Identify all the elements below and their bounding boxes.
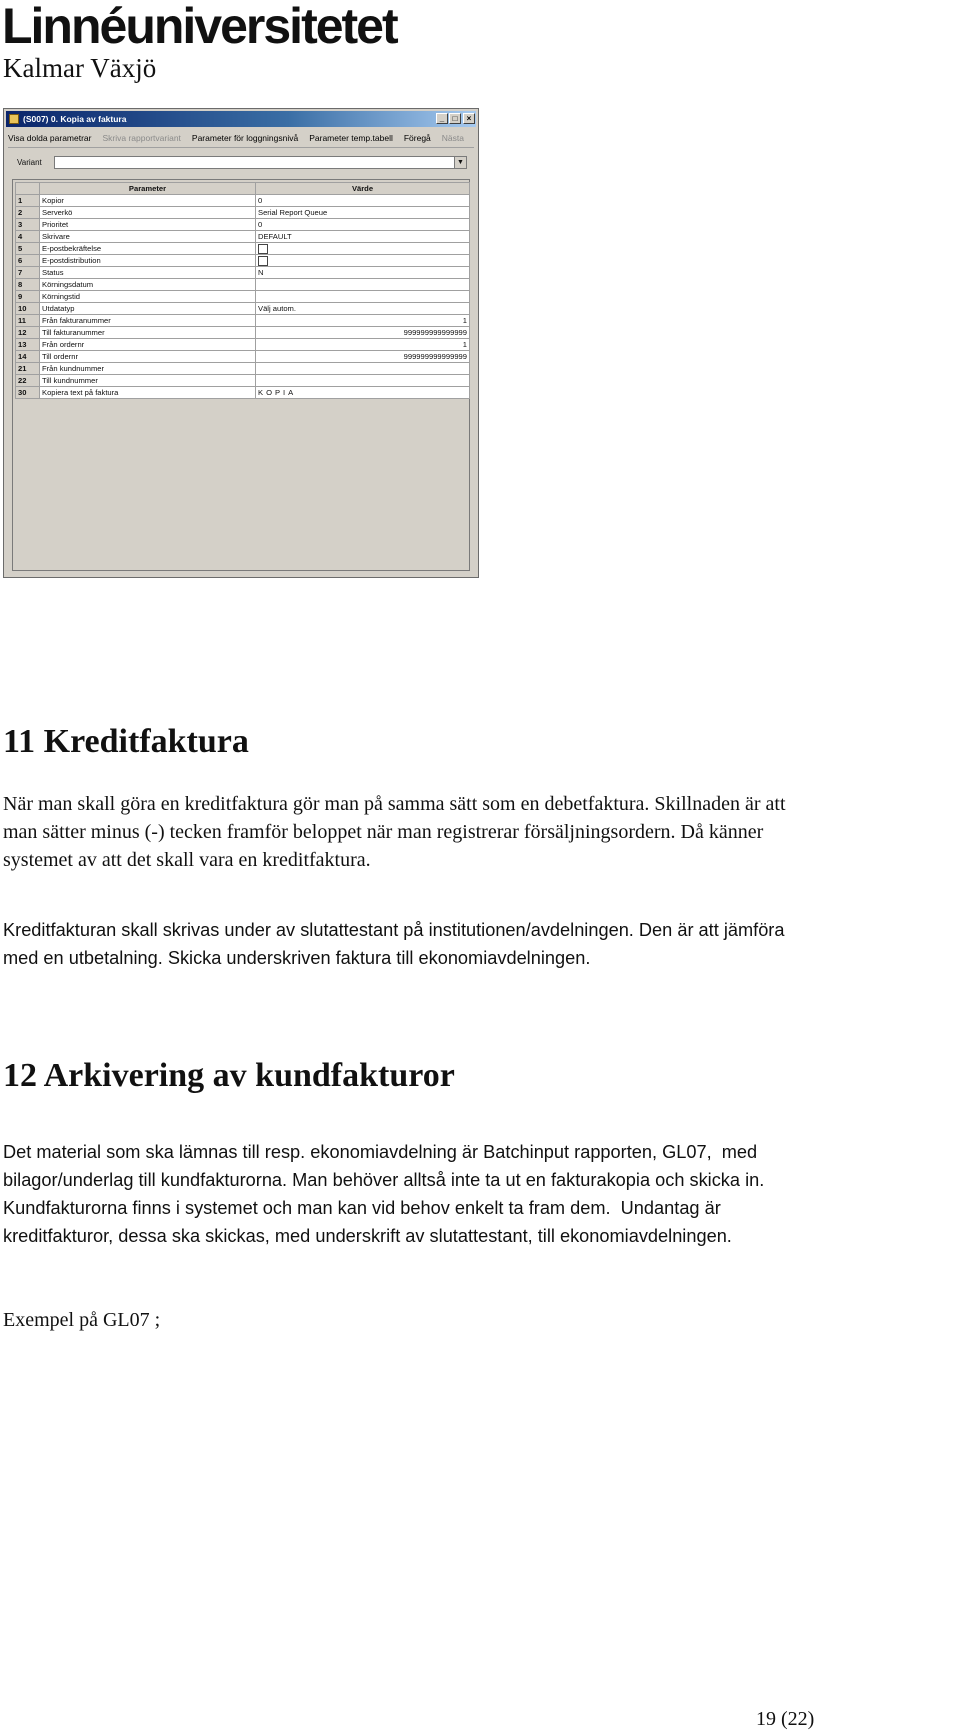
variant-select[interactable]	[54, 156, 467, 169]
row-number: 8	[16, 279, 40, 291]
menu-item[interactable]: Parameter temp.tabell	[309, 133, 393, 143]
page-number: 19 (22)	[756, 1708, 815, 1730]
row-number: 2	[16, 207, 40, 219]
window-title: (S007) 0. Kopia av faktura	[23, 114, 127, 124]
row-number: 4	[16, 231, 40, 243]
app-icon	[9, 114, 19, 124]
row-number: 5	[16, 243, 40, 255]
table-row	[16, 291, 470, 303]
value-column-header: Värde	[256, 183, 470, 195]
menu-item[interactable]: Parameter för loggningsnivå	[191, 133, 299, 143]
table-row	[16, 351, 470, 363]
parameter-value[interactable]	[256, 375, 470, 387]
table-row	[16, 267, 470, 279]
parameter-value[interactable]: 999999999999999	[256, 351, 470, 363]
row-number: 14	[16, 351, 40, 363]
parameter-value[interactable]: 1	[256, 315, 470, 327]
parameter-name: Körningstid	[40, 291, 256, 303]
section-heading-arkivering: 12 Arkivering av kundfakturor	[3, 1057, 455, 1094]
parameter-value[interactable]	[256, 363, 470, 375]
menu-item[interactable]: Skriva rapportvariant	[102, 133, 181, 143]
row-number: 9	[16, 291, 40, 303]
row-number: 6	[16, 255, 40, 267]
row-number-header	[16, 183, 40, 195]
paragraph-kreditfaktura-1: När man skall göra en kreditfaktura gör man på samma sätt som en debetfaktura. Skillnaden är att man sätter minus (-) tecken framför beloppet när man registrerar försäljningsordern. Då känner systemet av att det skall vara en kreditfaktura.	[3, 793, 786, 871]
maximize-button[interactable]: □	[449, 113, 461, 124]
parameter-value[interactable]: Välj autom.	[256, 303, 470, 315]
section-heading-kreditfaktura: 11 Kreditfaktura	[3, 723, 249, 760]
table-row	[16, 207, 470, 219]
parameter-name: Till kundnummer	[40, 375, 256, 387]
row-number: 11	[16, 315, 40, 327]
variant-row	[12, 155, 470, 171]
minimize-button[interactable]: _	[436, 113, 448, 124]
parameter-name: Status	[40, 267, 256, 279]
table-row	[16, 375, 470, 387]
parameter-value[interactable]	[256, 279, 470, 291]
parameter-value[interactable]: N	[256, 267, 470, 279]
parameter-value[interactable]: DEFAULT	[256, 231, 470, 243]
parameter-column-header: Parameter	[40, 183, 256, 195]
table-row	[16, 243, 470, 255]
row-number: 22	[16, 375, 40, 387]
menu-item[interactable]: Visa dolda parametrar	[8, 133, 92, 143]
table-row	[16, 279, 470, 291]
parameter-name: Skrivare	[40, 231, 256, 243]
row-number: 7	[16, 267, 40, 279]
checkbox[interactable]	[258, 244, 268, 254]
parameter-name: E-postdistribution	[40, 255, 256, 267]
parameter-name: Körningsdatum	[40, 279, 256, 291]
parameter-grid	[12, 179, 470, 571]
chevron-down-icon[interactable]: ▼	[454, 157, 466, 168]
parameter-name: Från kundnummer	[40, 363, 256, 375]
checkbox[interactable]	[258, 256, 268, 266]
menu-item[interactable]: Föregå	[403, 133, 431, 143]
table-row	[16, 315, 470, 327]
table-row	[16, 363, 470, 375]
parameter-value[interactable]: 1	[256, 339, 470, 351]
table-row	[16, 231, 470, 243]
report-parameters-window	[3, 108, 479, 578]
row-number: 1	[16, 195, 40, 207]
row-number: 13	[16, 339, 40, 351]
parameter-name: Utdatatyp	[40, 303, 256, 315]
parameter-value[interactable]: 0	[256, 219, 470, 231]
table-row	[16, 387, 470, 399]
parameter-name: Från ordernr	[40, 339, 256, 351]
parameter-name: Till ordernr	[40, 351, 256, 363]
parameter-value[interactable]: Serial Report Queue	[256, 207, 470, 219]
window-titlebar	[6, 111, 476, 127]
parameter-name: Från fakturanummer	[40, 315, 256, 327]
parameter-name: Kopiera text på faktura	[40, 387, 256, 399]
parameter-name: Till fakturanummer	[40, 327, 256, 339]
row-number: 21	[16, 363, 40, 375]
table-header-row	[16, 183, 470, 195]
table-row	[16, 339, 470, 351]
parameter-value[interactable]	[256, 255, 470, 267]
paragraph-exempel: Exempel på GL07 ;	[3, 1309, 161, 1331]
paragraph-arkivering-1: Det material som ska lämnas till resp. ekonomiavdelning är Batchinput rapporten, GL07, med bilagor/underlag till kundfakturorna. Man behöver alltså inte ta ut en fakturakopia och skicka in. Kundfakturorna finns i systemet och man kan vid behov enkelt ta fram dem. Undantag är kreditfakturor, dessa ska skickas, med underskrift av slutattestant, till ekonomiavdelningen.	[3, 1142, 765, 1246]
parameter-value[interactable]	[256, 243, 470, 255]
paragraph-kreditfaktura-2: Kreditfakturan skall skrivas under av slutattestant på institutionen/avdelningen. Den är att jämföra med en utbetalning. Skicka underskriven faktura till ekonomiavdelningen.	[3, 920, 785, 968]
parameter-name: E-postbekräftelse	[40, 243, 256, 255]
parameter-table	[15, 182, 470, 399]
menu-item[interactable]: Nästa	[441, 133, 464, 143]
table-row	[16, 255, 470, 267]
table-row	[16, 327, 470, 339]
parameter-value[interactable]	[256, 291, 470, 303]
parameter-name: Prioritet	[40, 219, 256, 231]
table-row	[16, 195, 470, 207]
row-number: 12	[16, 327, 40, 339]
row-number: 30	[16, 387, 40, 399]
close-button[interactable]: ×	[463, 113, 475, 124]
parameter-value[interactable]: KOPIA	[256, 387, 470, 399]
row-number: 10	[16, 303, 40, 315]
window-menubar	[8, 129, 474, 148]
parameter-value[interactable]: 999999999999999	[256, 327, 470, 339]
university-campuses: Kalmar Växjö	[3, 53, 157, 83]
parameter-value[interactable]: 0	[256, 195, 470, 207]
parameter-name: Serverkö	[40, 207, 256, 219]
row-number: 3	[16, 219, 40, 231]
table-row	[16, 219, 470, 231]
variant-label: Variant	[17, 158, 42, 167]
university-logo: Linnéuniversitetet	[2, 0, 397, 54]
table-row	[16, 303, 470, 315]
parameter-name: Kopior	[40, 195, 256, 207]
